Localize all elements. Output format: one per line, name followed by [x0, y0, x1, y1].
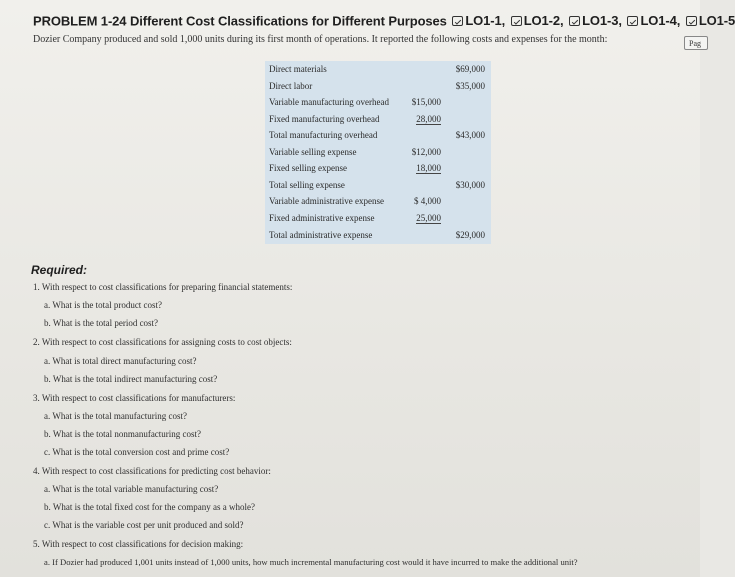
- table-row: [265, 193, 491, 210]
- link-icon: [569, 16, 580, 26]
- table-row: [265, 78, 491, 95]
- lo-link-5[interactable]: LO1-5: [686, 13, 735, 28]
- row-col2: $43,000: [455, 130, 485, 140]
- question-1: 1. With respect to cost classifications for preparing financial statements:: [33, 282, 293, 292]
- row-label: Variable manufacturing overhead: [269, 97, 389, 107]
- row-label: Total manufacturing overhead: [269, 130, 378, 140]
- link-icon: [452, 16, 463, 26]
- table-row: [265, 111, 491, 128]
- row-col1: 28,000: [416, 113, 441, 124]
- question-4: 4. With respect to cost classifications for predicting cost behavior:: [33, 466, 271, 476]
- row-col1: 18,000: [416, 163, 441, 173]
- row-label: Total selling expense: [269, 179, 345, 190]
- row-label: Fixed administrative expense: [269, 212, 375, 223]
- row-col1: $12,000: [411, 146, 441, 157]
- row-label: Fixed manufacturing overhead: [269, 113, 380, 124]
- problem-title: [33, 13, 735, 29]
- table-row: [265, 144, 491, 161]
- lo-link-3[interactable]: LO1-3,: [569, 13, 622, 28]
- page-tab[interactable]: Pag: [684, 36, 708, 50]
- question-4b: b. What is the total fixed cost for the company as a whole?: [44, 502, 256, 512]
- table-row: [265, 177, 491, 194]
- required-heading: Required:: [31, 263, 88, 277]
- row-col1: 25,000: [416, 212, 441, 223]
- question-4a: a. What is the total variable manufacturing cost?: [44, 484, 219, 494]
- question-2b: b. What is the total indirect manufacturing cost?: [44, 374, 218, 384]
- link-icon: [686, 16, 697, 26]
- table-row: [265, 127, 491, 144]
- question-3b: b. What is the total nonmanufacturing cost?: [44, 429, 202, 439]
- table-row: [265, 160, 491, 177]
- lo-link-4[interactable]: LO1-4,: [627, 13, 680, 28]
- row-label: Total administrative expense: [269, 230, 373, 240]
- row-col1: $15,000: [411, 97, 441, 107]
- row-col1: $ 4,000: [414, 196, 441, 206]
- table-row: [265, 227, 491, 244]
- cost-table: [265, 61, 491, 244]
- question-2: 2. With respect to cost classifications for assigning costs to cost objects:: [33, 337, 292, 347]
- question-3: 3. With respect to cost classifications for manufacturers:: [33, 393, 236, 403]
- row-label: Direct materials: [269, 64, 327, 74]
- row-col2: $29,000: [455, 230, 485, 240]
- question-1b: b. What is the total period cost?: [44, 318, 159, 328]
- question-1a: a. What is the total product cost?: [44, 300, 163, 310]
- table-row: [265, 94, 491, 111]
- table-row: [265, 210, 491, 227]
- question-3a: a. What is the total manufacturing cost?: [44, 411, 188, 421]
- question-5: 5. With respect to cost classifications for decision making:: [33, 539, 244, 549]
- question-3c: c. What is the total conversion cost and prime cost?: [44, 447, 230, 457]
- row-label: Variable administrative expense: [269, 196, 384, 206]
- row-label: Direct labor: [269, 80, 313, 91]
- row-col2: $30,000: [455, 179, 485, 190]
- link-icon: [511, 16, 522, 26]
- row-label: Fixed selling expense: [269, 163, 347, 173]
- lo-link-1[interactable]: LO1-1,: [452, 13, 505, 28]
- link-icon: [627, 16, 638, 26]
- row-col2: $69,000: [455, 64, 485, 74]
- question-4c: c. What is the variable cost per unit produced and sold?: [44, 520, 244, 530]
- problem-intro: Dozier Company produced and sold 1,000 units during its first month of operations. It reported the following costs and expenses for the month:: [33, 34, 608, 45]
- question-5a: a. If Dozier had produced 1,001 units instead of 1,000 units, how much incremental manufacturing cost would it have incurred to make the additional unit?: [44, 557, 578, 567]
- question-2a: a. What is total direct manufacturing cost?: [44, 356, 197, 366]
- row-label: Variable selling expense: [269, 146, 357, 157]
- row-col2: $35,000: [455, 80, 485, 91]
- problem-title-text: PROBLEM 1-24 Different Cost Classifications for Different Purposes: [33, 13, 447, 29]
- table-row: [265, 61, 491, 78]
- lo-link-2[interactable]: LO1-2,: [511, 13, 564, 28]
